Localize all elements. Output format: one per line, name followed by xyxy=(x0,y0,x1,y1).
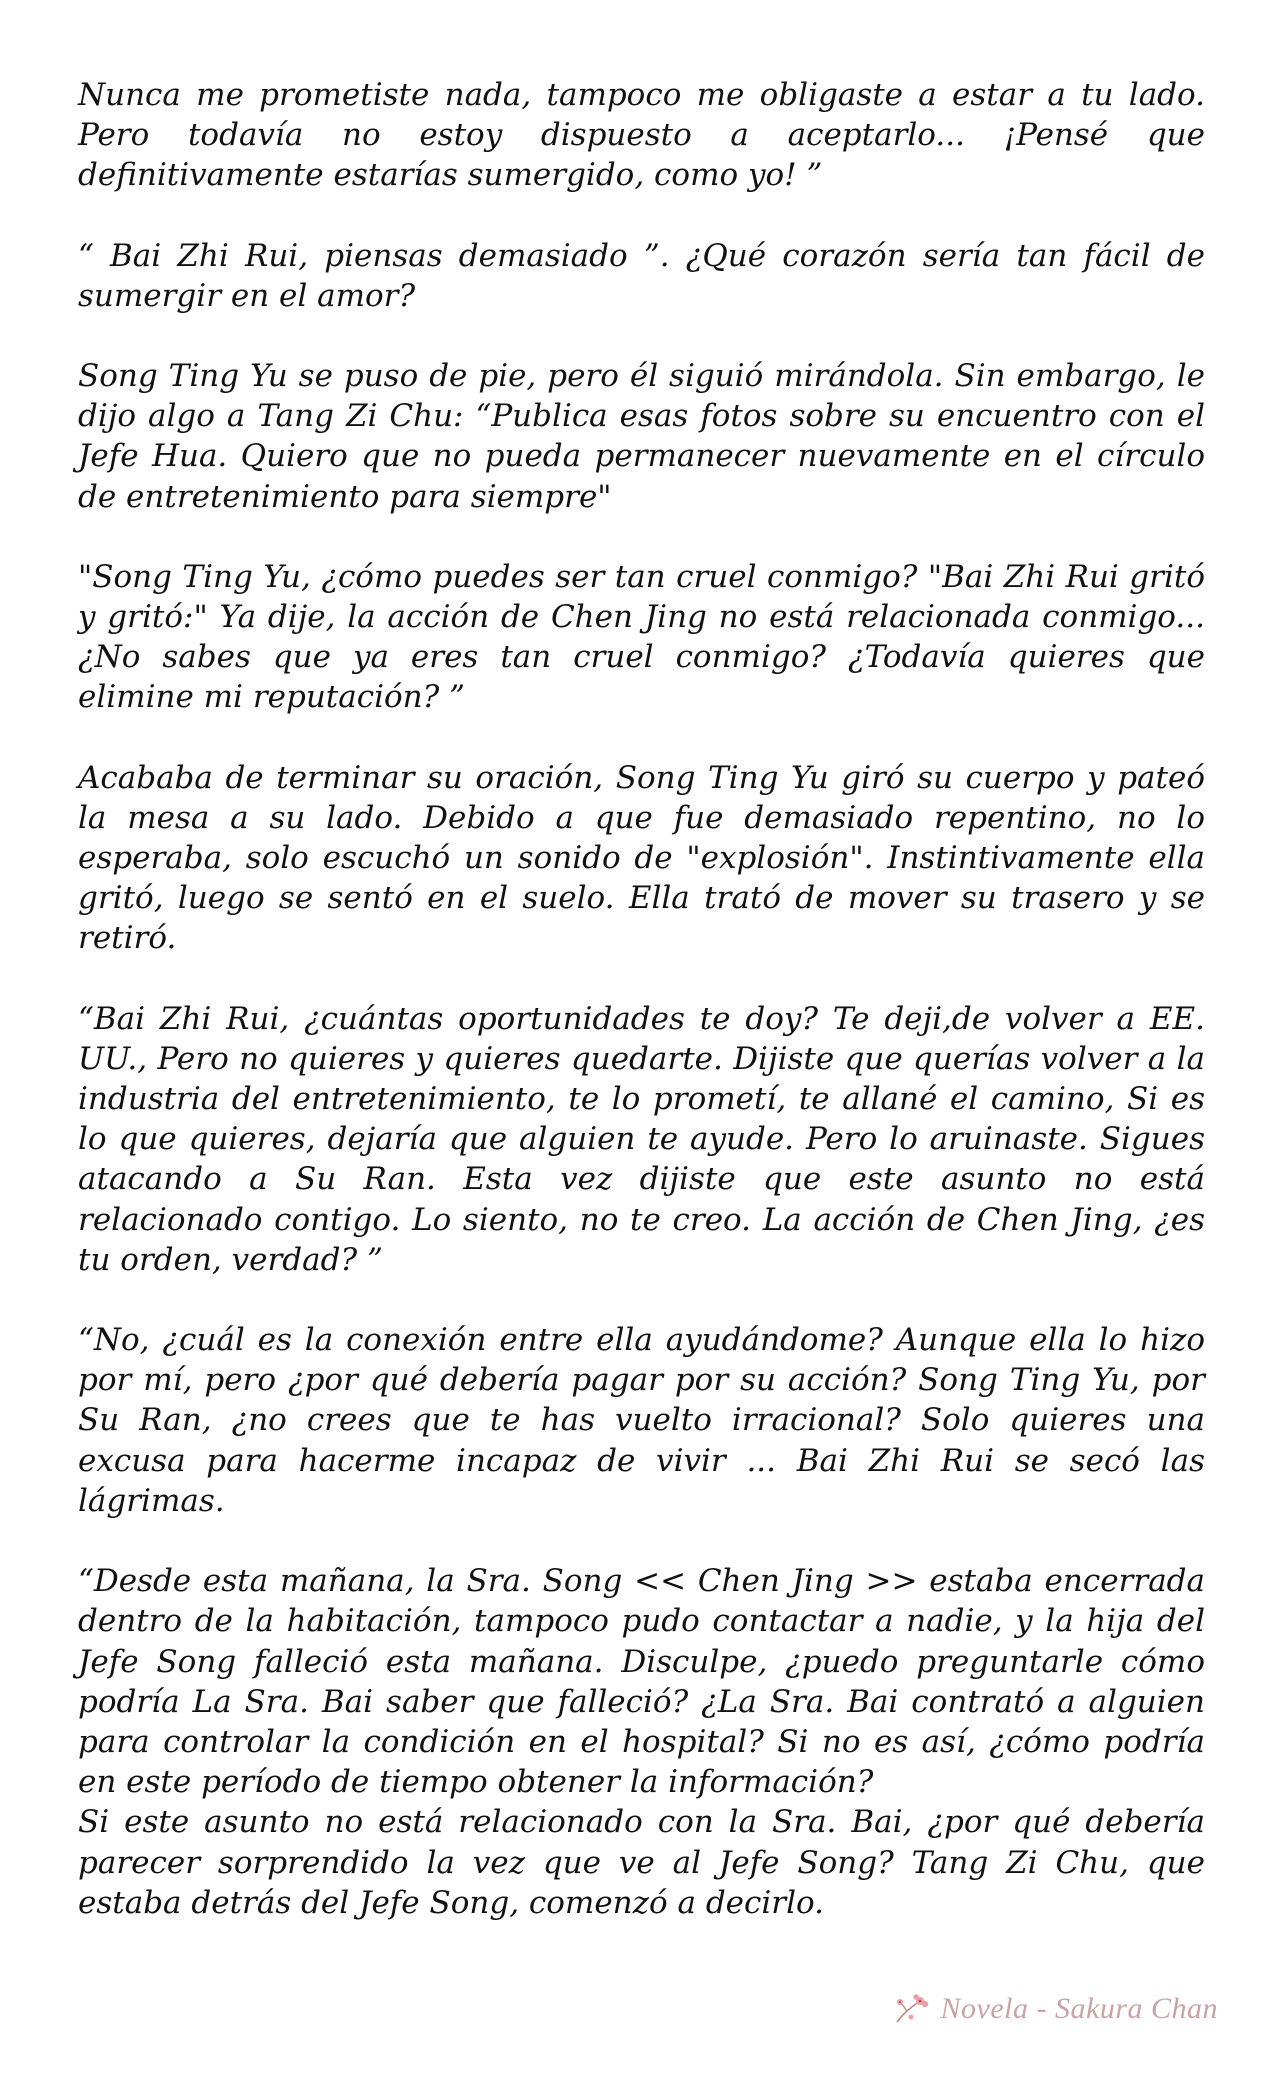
paragraph-5: Acababa de terminar su oración, Song Ting Yu giró su cuerpo y pateó la mesa a su lado. Debido a que fue demasiado repentino, no lo esperaba, solo escuchó un sonido de "explosión". Instintivamente ella gritó, luego se sentó en el suelo. Ella trató de mover su trasero y se retiró. xyxy=(78,759,1205,957)
paragraph-2: “ Bai Zhi Rui, piensas demasiado ”. ¿Qué corazón sería tan fácil de sumergir en el amor? xyxy=(78,237,1205,314)
paragraph-4: "Song Ting Yu, ¿cómo puedes ser tan cruel conmigo? "Bai Zhi Rui gritó y gritó:" Ya dije, la acción de Chen Jing no está relacionada conmigo... ¿No sabes que ya eres tan cruel conmigo? ¿Todavía quieres que elimine mi reputación? ” xyxy=(78,558,1205,716)
watermark xyxy=(893,1992,1218,2026)
paragraph-8: “Desde esta mañana, la Sra. Song << Chen Jing >> estaba encerrada dentro de la habitación, tampoco pudo contactar a nadie, y la hija del Jefe Song falleció esta mañana. Disculpe, ¿puedo preguntarle cómo podría La Sra. Bai saber que falleció? ¿La Sra. Bai contrató a alguien para controlar la condición en el hospital? Si no es así, ¿cómo podría en este período de tiempo obtener la información? xyxy=(78,1563,1205,1801)
paragraph-6: “Bai Zhi Rui, ¿cuántas oportunidades te doy? Te deji,de volver a EE. UU., Pero no quieres y quieres quedarte. Dijiste que querías volver a la industria del entretenimiento, te lo prometí, te allané el camino, Si es lo que quieres, dejaría que alguien te ayude. Pero lo aruinaste. Sigues atacando a Su Ran. Esta vez dijiste que este asunto no está relacionado contigo. Lo siento, no te creo. La acción de Chen Jing, ¿es tu orden, verdad? ” xyxy=(78,1000,1205,1278)
watermark-text: Novela - Sakura Chan xyxy=(940,1992,1218,2025)
sakura-flower-icon xyxy=(893,1992,931,2026)
paragraph-7: “No, ¿cuál es la conexión entre ella ayudándome? Aunque ella lo hizo por mí, pero ¿por qué debería pagar por su acción? Song Ting Yu, por Su Ran, ¿no crees que te has vuelto irracional? Solo quieres una excusa para hacerme incapaz de vivir ... Bai Zhi Rui se secó las lágrimas. xyxy=(78,1322,1205,1519)
paragraph-3: Song Ting Yu se puso de pie, pero él siguió mirándola. Sin embargo, le dijo algo a Tang Zi Chu: “Publica esas fotos sobre su encuentro con el Jefe Hua. Quiero que no pueda permanecer nuevamente en el círculo de entretenimiento para siempre" xyxy=(78,358,1205,515)
paragraph-9: Si este asunto no está relacionado con la Sra. Bai, ¿por qué debería parecer sorprendido la vez que ve al Jefe Song? Tang Zi Chu, que estaba detrás del Jefe Song, comenzó a decirlo. xyxy=(78,1804,1205,1921)
document-body xyxy=(78,75,1205,1923)
paragraph-1: Nunca me prometiste nada, tampoco me obligaste a estar a tu lado. Pero todavía no estoy dispuesto a aceptarlo... ¡Pensé que definitivamente estarías sumergido, como yo! ” xyxy=(78,77,1205,194)
